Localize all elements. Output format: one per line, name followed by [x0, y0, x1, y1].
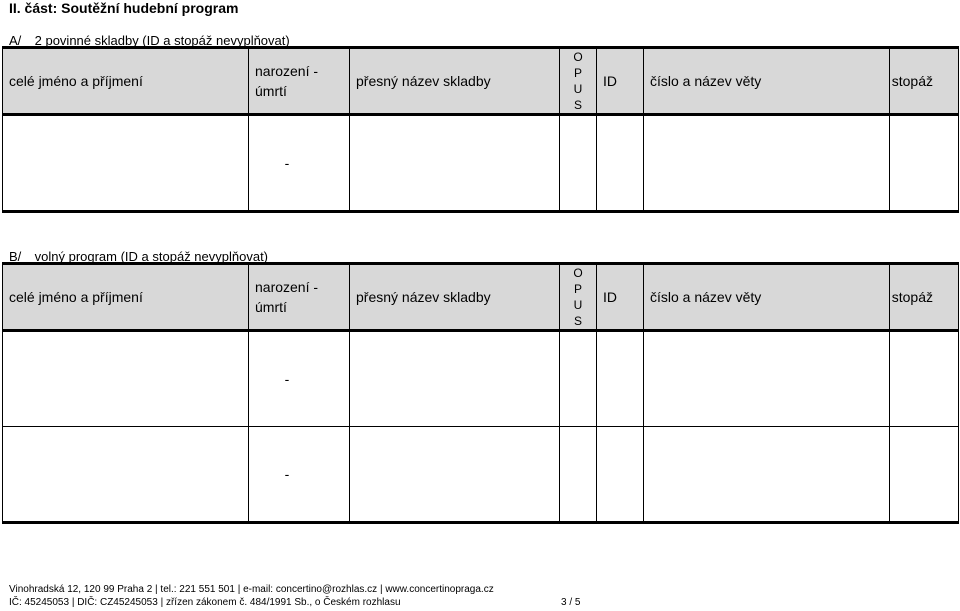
opus-field[interactable]	[560, 115, 597, 212]
name-field[interactable]	[3, 427, 249, 523]
footer-address: Vinohradská 12, 120 99 Praha 2 | tel.: 221 551 501 | e-mail: concertino@rozhlas.cz | www.concertinopraga.cz	[9, 584, 494, 595]
col-header-name: celé jméno a příjmení	[3, 48, 249, 115]
part-field[interactable]	[644, 427, 890, 523]
id-field[interactable]	[597, 331, 644, 427]
opus-letter-o: O	[573, 266, 583, 280]
section-b-header-row	[3, 264, 959, 331]
id-field[interactable]	[597, 115, 644, 212]
part-field[interactable]	[644, 331, 890, 427]
col-header-birth-line2: úmrtí	[255, 83, 287, 99]
opus-letter-p: P	[573, 282, 582, 296]
duration-field[interactable]	[890, 331, 959, 427]
col-header-part: číslo a název věty	[644, 264, 890, 331]
name-field[interactable]	[3, 331, 249, 427]
col-header-id: ID	[597, 48, 644, 115]
title-field[interactable]	[350, 427, 560, 523]
opus-letter-s: S	[573, 314, 582, 328]
col-header-duration: stopáž	[890, 264, 959, 331]
col-header-birth-line1: narození -	[255, 279, 319, 295]
table-row	[3, 331, 959, 427]
page-heading: II. část: Soutěžní hudební program	[9, 0, 239, 16]
birth-field[interactable]: -	[249, 331, 350, 427]
opus-field[interactable]	[560, 331, 597, 427]
part-field[interactable]	[644, 115, 890, 212]
col-header-title: přesný název skladby	[350, 264, 560, 331]
duration-field[interactable]	[890, 427, 959, 523]
section-b-label: B/	[9, 249, 22, 264]
opus-letter-p: P	[573, 66, 582, 80]
opus-letter-u: U	[573, 82, 583, 96]
opus-letter-s: S	[573, 98, 582, 112]
section-a-text: 2 povinné skladby (ID a stopáž nevyplňovat)	[34, 33, 290, 48]
section-b-text: volný program (ID a stopáž nevyplňovat)	[34, 249, 269, 264]
col-header-id: ID	[597, 264, 644, 331]
opus-field[interactable]	[560, 427, 597, 523]
section-a-label: A/	[9, 33, 22, 48]
opus-letter-u: U	[573, 298, 583, 312]
col-header-birth-line1: narození -	[255, 63, 319, 79]
col-header-title: přesný název skladby	[350, 48, 560, 115]
section-a-table	[2, 46, 959, 213]
id-field[interactable]	[597, 427, 644, 523]
col-header-opus	[560, 48, 597, 115]
col-header-birth-line2: úmrtí	[255, 299, 287, 315]
col-header-name: celé jméno a příjmení	[3, 264, 249, 331]
title-field[interactable]	[350, 115, 560, 212]
section-a-header-row	[3, 48, 959, 115]
name-field[interactable]	[3, 115, 249, 212]
col-header-part: číslo a název věty	[644, 48, 890, 115]
table-row	[3, 115, 959, 212]
page-number: 3 / 5	[561, 597, 581, 608]
duration-field[interactable]	[890, 115, 959, 212]
table-row	[3, 427, 959, 523]
footer-legal	[9, 597, 609, 608]
birth-field[interactable]: -	[249, 115, 350, 212]
opus-letter-o: O	[573, 50, 583, 64]
title-field[interactable]	[350, 331, 560, 427]
col-header-birth	[249, 48, 350, 115]
footer-legal-text: IČ: 45245053 | DIČ: CZ45245053 | zřízen zákonem č. 484/1991 Sb., o Českém rozhlasu	[9, 597, 401, 608]
col-header-opus	[560, 264, 597, 331]
col-header-birth	[249, 264, 350, 331]
birth-field[interactable]: -	[249, 427, 350, 523]
col-header-duration: stopáž	[890, 48, 959, 115]
section-b-table	[2, 262, 959, 524]
